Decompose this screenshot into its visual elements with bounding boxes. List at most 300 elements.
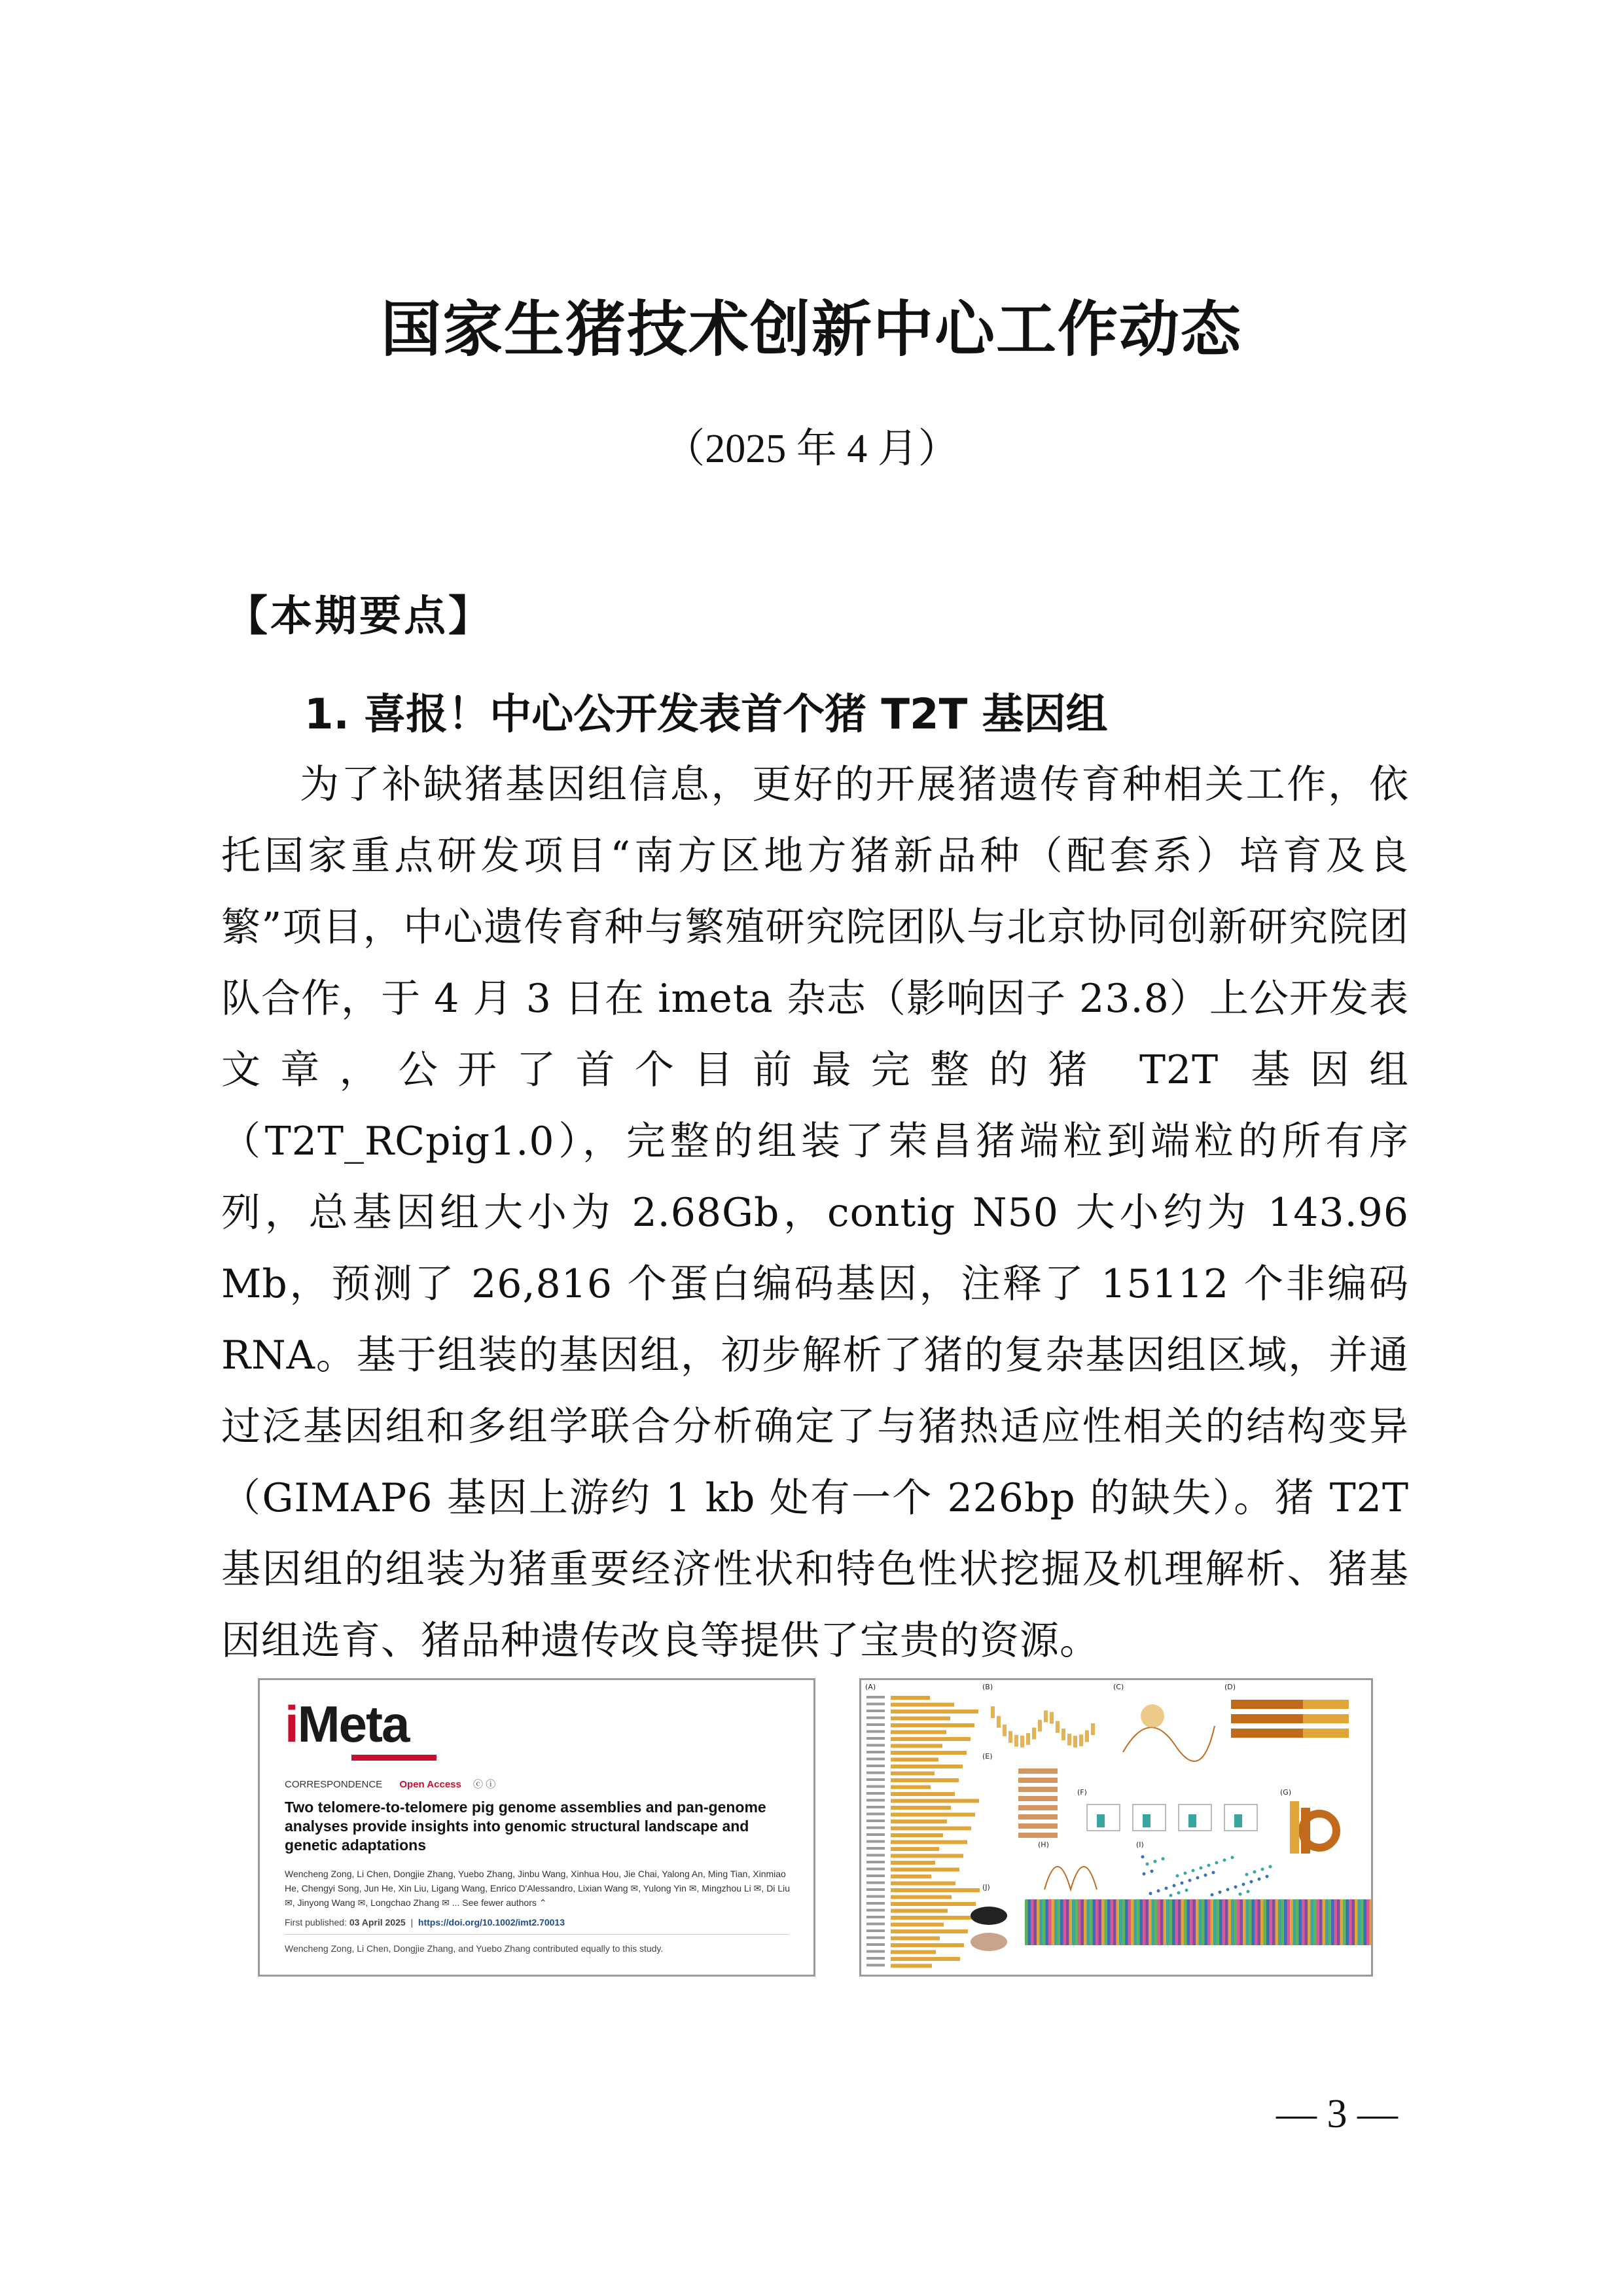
box-mark [1234, 1814, 1242, 1827]
admixture-bar [1319, 1899, 1323, 1945]
issue-date: （2025 年 4 月） [664, 427, 959, 471]
admixture-bar [1034, 1899, 1037, 1945]
admixture-bar [1329, 1899, 1332, 1945]
admixture-bar [1111, 1899, 1114, 1945]
admixture-bar [1290, 1899, 1293, 1945]
chromosome-label [866, 1820, 885, 1822]
admixture-bar [1037, 1899, 1040, 1945]
box-mark [1050, 1712, 1054, 1724]
chromosome-bar [891, 1888, 980, 1892]
chromosome-label [866, 1723, 885, 1726]
admixture-bar [1275, 1899, 1279, 1945]
box-mark [1018, 1768, 1058, 1774]
admixture-bar [1217, 1899, 1220, 1945]
scatter-point [1266, 1875, 1269, 1878]
box-mark [1018, 1814, 1058, 1820]
chromosome-bar [891, 1737, 971, 1741]
admixture-bar [1058, 1899, 1061, 1945]
chromosome-bar [891, 1874, 931, 1878]
scatter-point [1247, 1890, 1250, 1893]
admixture-bar [1154, 1899, 1158, 1945]
admixture-bar [1272, 1899, 1275, 1945]
scatter-point [1188, 1879, 1192, 1882]
chromosome-label [866, 1737, 885, 1740]
article-meta [285, 1777, 495, 1791]
chromosome-bar [891, 1799, 979, 1803]
admixture-bar [1305, 1899, 1308, 1945]
chromosome-bar [891, 1703, 954, 1707]
stacked-bar [1303, 1700, 1349, 1709]
admixture-bar [1069, 1899, 1073, 1945]
chromosome-bar [891, 1943, 964, 1947]
chromosome-label [866, 1847, 885, 1850]
box-mark [1018, 1787, 1058, 1792]
box-mark [1018, 1823, 1058, 1829]
admixture-bar [1046, 1899, 1049, 1945]
chromosome-bar [891, 1861, 935, 1865]
admixture-bar [1231, 1899, 1234, 1945]
chromosome-label [866, 1950, 885, 1953]
chromosome-label [866, 1943, 885, 1946]
chromosome-bar [891, 1785, 931, 1789]
chromosome-bar [891, 1895, 952, 1899]
stacked-bar [1303, 1729, 1349, 1738]
pig-image [971, 1907, 1007, 1925]
chromosome-bar [891, 1840, 967, 1844]
admixture-bar [1175, 1899, 1179, 1945]
admixture-bar [1128, 1899, 1132, 1945]
admixture-bar [1313, 1899, 1317, 1945]
doi-link: https://doi.org/10.1002/imt2.70013 [418, 1917, 565, 1928]
admixture-bar [1054, 1899, 1058, 1945]
admixture-bar [1293, 1899, 1296, 1945]
scatter-point [1269, 1865, 1272, 1869]
vertical-bar [1290, 1801, 1299, 1854]
chromosome-bar [891, 1909, 948, 1913]
chromosome-bar [891, 1937, 940, 1941]
publication-info: First published: 03 April 2025 | https://doi.org/10.1002/imt2.70013 [285, 1917, 565, 1928]
admixture-bar [1025, 1899, 1028, 1945]
scatter-point [1185, 1889, 1188, 1892]
admixture-bar [1140, 1899, 1143, 1945]
admixture-bar [1063, 1899, 1067, 1945]
chromosome-label [866, 1703, 885, 1706]
chromosome-label [866, 1758, 885, 1761]
admixture-bar [1048, 1899, 1052, 1945]
box-mark [1056, 1721, 1060, 1733]
admixture-bar [1158, 1899, 1161, 1945]
admixture-bar [1146, 1899, 1149, 1945]
admixture-bar [1178, 1899, 1181, 1945]
chromosome-bar [891, 1827, 971, 1831]
scatter-point [1157, 1890, 1160, 1893]
chromosome-bar [891, 1696, 930, 1700]
scatter-point [1200, 1867, 1203, 1870]
chromosome-bar [891, 1717, 950, 1721]
chromosome-bar [891, 1868, 959, 1872]
admixture-bar [1093, 1899, 1096, 1945]
panel-label: (I) [1136, 1840, 1144, 1849]
admixture-bar [1207, 1899, 1211, 1945]
box-mark [1044, 1710, 1048, 1722]
chromosome-label [866, 1778, 885, 1781]
chromosome-bar [891, 1806, 951, 1810]
admixture-bar [1090, 1899, 1093, 1945]
admixture-bar [1243, 1899, 1246, 1945]
scatter-point [1162, 1857, 1165, 1861]
admixture-bar [1228, 1899, 1232, 1945]
chromosome-bar [891, 1854, 963, 1858]
admixture-bar [1087, 1899, 1090, 1945]
box-mark [1073, 1736, 1077, 1748]
scatter-point [1261, 1868, 1264, 1871]
admixture-bar [1355, 1899, 1358, 1945]
admixture-bar [1164, 1899, 1167, 1945]
chromosome-label [866, 1895, 885, 1898]
admixture-bar [1043, 1899, 1046, 1945]
admixture-bar [1149, 1899, 1152, 1945]
box-mark [1018, 1778, 1058, 1783]
box-mark [1020, 1736, 1024, 1748]
admixture-bar [1143, 1899, 1146, 1945]
admixture-bar [1311, 1899, 1314, 1945]
admixture-bar [1134, 1899, 1137, 1945]
box-mark [1061, 1729, 1065, 1740]
chromosome-label [866, 1799, 885, 1802]
stacked-bar [1231, 1700, 1303, 1709]
chromosome-label [866, 1882, 885, 1884]
admixture-bar [1072, 1899, 1075, 1945]
admixture-bar [1075, 1899, 1079, 1945]
scatter-point [1212, 1871, 1215, 1874]
admixture-bar [1172, 1899, 1175, 1945]
chromosome-label [866, 1717, 885, 1719]
chromosome-label [866, 1731, 885, 1733]
chromosome-bar [891, 1923, 944, 1927]
admixture-bar [1196, 1899, 1199, 1945]
chromosome-label [866, 1929, 885, 1932]
admixture-bar [1266, 1899, 1270, 1945]
box-mark [1143, 1814, 1150, 1827]
admixture-bar [1284, 1899, 1287, 1945]
admixture-bar [1052, 1899, 1055, 1945]
admixture-bar [1131, 1899, 1134, 1945]
scatter-point [1176, 1874, 1179, 1878]
admixture-bar [1246, 1899, 1249, 1945]
scatter-point [1149, 1892, 1152, 1895]
admixture-bar [1349, 1899, 1352, 1945]
scatter-point [1181, 1882, 1184, 1885]
admixture-bar [1105, 1899, 1108, 1945]
box-mark [1026, 1733, 1030, 1745]
chromosome-bar [891, 1950, 936, 1954]
scatter-point [1242, 1883, 1245, 1886]
scatter-point [1239, 1893, 1242, 1896]
admixture-bar [1099, 1899, 1102, 1945]
chromosome-label [866, 1902, 885, 1905]
chromosome-label [866, 1964, 885, 1967]
cc-license-icon: ⓒ ⓘ [473, 1779, 496, 1790]
panel-label: (F) [1077, 1788, 1087, 1797]
chromosome-bar [891, 1765, 963, 1768]
vertical-bar [1301, 1808, 1310, 1854]
admixture-bar [1296, 1899, 1299, 1945]
chromosome-label [866, 1710, 885, 1712]
pie-mark [1141, 1704, 1164, 1728]
admixture-bar [1278, 1899, 1281, 1945]
admixture-bar [1219, 1899, 1222, 1945]
open-access-badge: Open Access [399, 1779, 461, 1790]
admixture-bar [1340, 1899, 1344, 1945]
chromosome-label [866, 1696, 885, 1698]
box-mark [991, 1706, 995, 1718]
scatter-point [1250, 1880, 1253, 1884]
chromosome-label [866, 1765, 885, 1767]
scatter-point [1173, 1884, 1176, 1888]
chromosome-bar [891, 1778, 959, 1782]
scatter-point [1219, 1891, 1222, 1894]
scatter-point [1141, 1856, 1145, 1859]
admixture-bar [1137, 1899, 1140, 1945]
chromosome-label [866, 1785, 885, 1788]
panel-label: (E) [982, 1752, 993, 1761]
admixture-bar [1325, 1899, 1329, 1945]
box-mark [997, 1716, 1001, 1728]
box-mark [1079, 1734, 1083, 1746]
panel-label: (C) [1113, 1683, 1124, 1691]
box-mark [1091, 1723, 1095, 1735]
admixture-bar [1169, 1899, 1173, 1945]
scatter-point [1150, 1870, 1154, 1873]
admixture-bar [1258, 1899, 1261, 1945]
body-paragraph: 为了补缺猪基因组信息，更好的开展猪遗传育种相关工作，依托国家重点研发项目“南方区地方猪新品种（配套系）培育及良繁”项目，中心遗传育种与繁殖研究院团队与北京协同创新研究院团队合作，于 4 月 3 日在 imeta 杂志（影响因子 23.8）上公开发表文章，公开了首个目前最完整的猪 T2T 基因组（T2T_RCpig1.0），完整的组装了荣昌猪端粒到端粒的所有序列，总基因组大小为 2.68Gb，contig N50 大小约为 143.96 Mb，预测了 26,816 个蛋白编码基因，注释了 15112 个非编码 RNA。基于组装的基因组，初步解析了猪的复杂基因组区域，并通过泛基因组和多组学联合分析确定了与猪热适应性相关的结构变异（GIMAP6 基因上游约 1 kb 处有一个 226bp 的缺失）。猪 T2T 基因组的组装为猪重要经济性状和特色性状挖掘及机理解析、猪基因组选育、猪品种遗传改良等提供了宝贵的资源。 [221, 762, 1409, 1664]
admixture-bar [1334, 1899, 1338, 1945]
panel-label: (D) [1224, 1683, 1236, 1691]
admixture-bar [1122, 1899, 1126, 1945]
admixture-bar [1361, 1899, 1364, 1945]
admixture-bar [1352, 1899, 1355, 1945]
admixture-bar [1346, 1899, 1349, 1945]
article-category: CORRESPONDENCE [285, 1779, 383, 1790]
admixture-bar [1096, 1899, 1099, 1945]
chromosome-bar [891, 1710, 978, 1713]
stacked-bar [1231, 1714, 1303, 1723]
scatter-point [1196, 1876, 1200, 1880]
chromosome-label [866, 1772, 885, 1774]
admixture-bar [1160, 1899, 1164, 1945]
admixture-bar [1281, 1899, 1285, 1945]
chromosome-label [866, 1813, 885, 1816]
contribution-note: Wencheng Zong, Li Chen, Dongjie Zhang, and Yuebo Zhang contributed equally to this study. [285, 1943, 664, 1954]
chromosome-label [866, 1923, 885, 1926]
admixture-bar [1225, 1899, 1228, 1945]
chromosome-label [866, 1888, 885, 1891]
admixture-bar [1222, 1899, 1226, 1945]
admixture-bar [1166, 1899, 1169, 1945]
scatter-point [1154, 1860, 1157, 1863]
chromosome-bar [891, 1744, 942, 1748]
chromosome-label [866, 1861, 885, 1863]
chromosome-bar [891, 1833, 943, 1837]
page-number: — 3 — [1276, 2092, 1398, 2136]
admixture-bar [1343, 1899, 1346, 1945]
author-list: Wencheng Zong, Li Chen, Dongjie Zhang, Yuebo Zhang, Jinbu Wang, Xinhua Hou, Jie Chai, Yalong An, Ming Tian, Xinmiao He, Chengyi Song, Jun He, Xin Liu, Ligang Wang, Enrico D'Alessandro, Lixian Wang ✉, Yulong Yin ✉, Mingzhou Li ✉, Di Liu ✉, Jinyong Wang ✉, Longchao Zhang ✉ ... See fewer authors ⌃ [285, 1869, 790, 1908]
admixture-bar [1078, 1899, 1081, 1945]
box-mark [1008, 1731, 1012, 1743]
chromosome-label [866, 1792, 885, 1795]
imeta-logo: iMeta [285, 1695, 409, 1753]
chromosome-bar [891, 1929, 968, 1933]
admixture-bar [1302, 1899, 1305, 1945]
chromosome-label [866, 1751, 885, 1753]
box-mark [1097, 1814, 1105, 1827]
admixture-bar [1193, 1899, 1196, 1945]
divider [285, 1934, 789, 1935]
scatter-point [1146, 1863, 1149, 1866]
admixture-bar [1190, 1899, 1193, 1945]
admixture-bar [1202, 1899, 1205, 1945]
box-mark [1018, 1796, 1058, 1801]
admixture-bar [1234, 1899, 1238, 1945]
box-mark [1032, 1728, 1036, 1740]
admixture-bar [1260, 1899, 1264, 1945]
admixture-bar [1299, 1899, 1302, 1945]
admixture-bar [1252, 1899, 1255, 1945]
scatter-point [1204, 1874, 1207, 1877]
box-mark [1018, 1833, 1058, 1838]
scatter-point [1226, 1888, 1230, 1892]
chromosome-label [866, 1957, 885, 1960]
panel-label: (H) [1038, 1840, 1049, 1849]
scatter-point [1245, 1873, 1249, 1876]
admixture-bar [1358, 1899, 1361, 1945]
admixture-bar [1199, 1899, 1202, 1945]
admixture-bar [1066, 1899, 1069, 1945]
scatter-point [1165, 1887, 1168, 1890]
admixture-bar [1249, 1899, 1252, 1945]
box-mark [1085, 1731, 1089, 1742]
scatter-point [1177, 1892, 1181, 1895]
chromosome-label [866, 1916, 885, 1918]
chromosome-bar [891, 1772, 935, 1776]
admixture-bar [1270, 1899, 1273, 1945]
scatter-point [1169, 1894, 1173, 1897]
chromosome-bar [891, 1882, 955, 1886]
chromosome-bar [891, 1847, 939, 1851]
admixture-bar [1213, 1899, 1217, 1945]
chromosome-label [866, 1806, 885, 1808]
scatter-point [1192, 1869, 1195, 1873]
box-mark [1038, 1720, 1042, 1732]
admixture-bar [1113, 1899, 1116, 1945]
admixture-bar [1187, 1899, 1190, 1945]
admixture-bar [1255, 1899, 1258, 1945]
chromosome-bar [891, 1751, 967, 1755]
admixture-bar [1060, 1899, 1063, 1945]
admixture-bar [1370, 1899, 1372, 1945]
chromosome-bar [891, 1731, 946, 1734]
admixture-bar [1264, 1899, 1267, 1945]
panel-label: (B) [982, 1683, 993, 1691]
chromosome-bar [891, 1820, 947, 1823]
article-title: Two telomere-to-telomere pig genome assemblies and pan-genome analyses provide insights into genomic structural landscape and genetic adaptations [285, 1799, 766, 1854]
admixture-bar [1366, 1899, 1370, 1945]
admixture-bar [1331, 1899, 1334, 1945]
box-mark [1188, 1814, 1196, 1827]
admixture-bar [1084, 1899, 1087, 1945]
chromosome-bar [891, 1723, 974, 1727]
admixture-bar [1337, 1899, 1340, 1945]
stacked-bar [1231, 1729, 1303, 1738]
scatter-point [1258, 1878, 1261, 1881]
chromosome-bar [891, 1916, 972, 1920]
scatter-point [1211, 1893, 1214, 1897]
box-mark [1018, 1805, 1058, 1810]
highlights-heading: 【本期要点】 [226, 592, 493, 641]
box-mark [1067, 1734, 1071, 1746]
admixture-bar [1152, 1899, 1155, 1945]
chromosome-bar [891, 1964, 932, 1968]
admixture-bar [1028, 1899, 1031, 1945]
scatter-point [1207, 1864, 1211, 1867]
chromosome-label [866, 1827, 885, 1829]
scatter-point [1223, 1859, 1226, 1862]
chromosome-label [866, 1840, 885, 1843]
chromosome-bar [891, 1957, 960, 1961]
panel-label: (J) [982, 1883, 990, 1892]
admixture-bar [1205, 1899, 1208, 1945]
admixture-bar [1107, 1899, 1111, 1945]
loop-line [1044, 1867, 1097, 1890]
chromosome-label [866, 1909, 885, 1912]
chromosome-label [866, 1854, 885, 1857]
admixture-bar [1125, 1899, 1128, 1945]
admixture-bar [1323, 1899, 1326, 1945]
figure-panels [861, 1680, 1371, 1975]
chromosome-label [866, 1868, 885, 1871]
admixture-bar [1040, 1899, 1043, 1945]
scatter-point [1253, 1871, 1257, 1874]
admixture-bar [1364, 1899, 1367, 1945]
genome-figure-thumbnail [859, 1678, 1373, 1977]
stacked-bar [1303, 1714, 1349, 1723]
chromosome-bar [891, 1758, 938, 1762]
chromosome-label [866, 1833, 885, 1836]
admixture-bar [1184, 1899, 1187, 1945]
panel-label: (G) [1280, 1788, 1292, 1797]
item-heading: 1. 喜报！中心公开发表首个猪 T2T 基因组 [304, 691, 1108, 739]
pig-image [971, 1933, 1007, 1951]
admixture-bar [1240, 1899, 1243, 1945]
chromosome-label [866, 1874, 885, 1877]
admixture-bar [1317, 1899, 1320, 1945]
imeta-article-screenshot [258, 1678, 815, 1977]
chromosome-bar [891, 1813, 975, 1817]
admixture-bar [1081, 1899, 1084, 1945]
chromosome-label [866, 1744, 885, 1747]
logo-underline [351, 1755, 437, 1761]
scatter-point [1234, 1886, 1238, 1889]
scatter-point [1231, 1856, 1234, 1859]
scatter-point [1215, 1861, 1219, 1865]
box-mark [1014, 1735, 1018, 1747]
admixture-bar [1116, 1899, 1120, 1945]
admixture-bar [1211, 1899, 1214, 1945]
admixture-bar [1119, 1899, 1122, 1945]
panel-label: (A) [865, 1683, 876, 1691]
admixture-bar [1237, 1899, 1240, 1945]
admixture-bar [1287, 1899, 1291, 1945]
